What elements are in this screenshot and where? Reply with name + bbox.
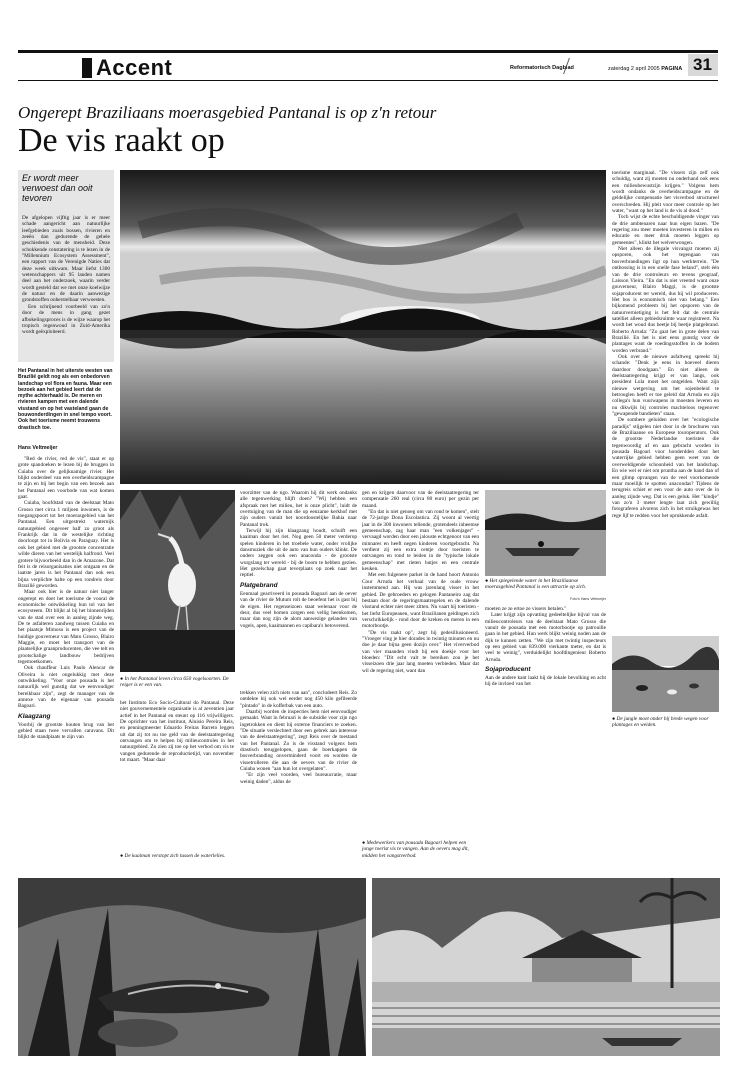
caption-bullet-icon: ● [485,578,489,584]
caiman-photo-drawing [18,878,366,1056]
body-paragraph: Maar ook hier is de natuur niet langer ongerept en doet het toerisme de vooral de economische ontwikkeling hun tol van het ecosysteem. Dit blijkt al bij het binnenrijden van de stad over een in aanleg zijnde weg. De te asfalteren zandweg tussen Cuiaba en het plaatsje Mimoso is een project van de huidige gouverneur van Mato Grosso, Blairo Maggie, en moet het transport van de plaatselijke graanproducenten, die vee telt en grootschalige landbouw bedrijven tegemoetkomen. [18,589,114,665]
kaaiman-caption [120,853,235,859]
body-paragraph: Voorbij de grootste houten brug van het gebied staan twee vervallen caravans. Dit blijkt de standplaats te zijn van [18,721,114,741]
body-paragraph: Ook over de nieuwe asfaltweg spreekt hij schande: "Denk je eens in hoeveel dieren daardoor doodgaan." En niet alleen de deelstaatregering krijgt er van langs, ook president Lula moet het ontgelden. Want zijn nieuwe wetgeving om het sojenbeleid te betrouglen heeft er toe geleid dat Arruda en zijn collega's hun vuurwapens in moesten leveren en nu dikwijls bij controles machteloos tegenover "gewapende bandieten" staan. [612,353,719,418]
body-paragraph: Later krijgt zijn opvatting gedeeltelijke bijval van de milieucontroleurs van de deelstaat Mato Grosso die vanuit de pousada met een motorbootje op patrouille gaan in het gebied. Hun werk blijkt weinig noden aan de dijk te kunnen zetten. "We zijn met twintig inspecteurs op een gebied van 839.000 vierkante meter, en dat is veel te weinig", verduidelijkt hoofdingenieur Roberto Arruda. [485,612,606,663]
boat-caption [485,578,606,591]
cattle-caption [612,716,719,729]
top-rule [18,50,718,53]
column-2 [120,700,234,875]
boat-photo [485,490,606,576]
caption-bullet-icon: ● [362,840,366,846]
photo-credit: Foto's Hans Veltmeijer [570,597,606,601]
pousada-photo [372,878,720,1056]
kaaiman-caption-text: De kaaiman verstopt zich tussen de waterlelies. [124,853,226,859]
body-paragraph: moeten ze ze ertoe ze vissers betalen." [485,606,567,612]
column-1 [18,456,114,876]
cattle-caption-text: De jungle moet onder bij brede wegen voor plantages en weiden. [612,716,709,729]
body-paragraph: "En dat is niet genoeg om van rond te komen", stelt de 72-jarige Dona Escolastica. Zij woont al veertig jaar in de 300 inwoners tellende, grotendeels inheemse gemeenschap, zag haar man "een volkenjager" - vervaagd worden door een jalouste echtgenoot van een minnares en heeft negen kinderen voortgebracht. Na verdient zij een extra centje door toeristen te ontvangen en rond te leiden in de "typische lokale gemeenschap" met rieten hutjes en een centrale keuken. [362,509,479,573]
column-6 [612,170,719,630]
visvangst-caption [362,840,479,859]
body-paragraph: trekken velen zich niets van aan", concludeert Reis. Zo ontdekte hij ook wel eerder nog 450 kilo gefileerde "pintado" in de kofferbak van een auto. [240,690,357,709]
byline: Hans Veltmeijer [18,445,58,451]
section-name: Accent [96,55,173,80]
body-paragraph: Ook chauffeur Luis Paulo Alencar de Oliveira is niet ongelukkig met deze ontwikkeling. "Voor onze pousada is het natuurlijk wel gunstig dat we eenvoudiger bereikbaar zijn", zegt de manager van de annexe van de eigenaar van pousada Bagoari. [18,665,114,710]
body-paragraph: gen en krijgen daarvoor van de deelstaatregering ter compensatie 260 real (circa 80 euro) per gezin per maand. [362,490,479,509]
kicker: Ongerept Braziliaans moerasgebied Pantanal is op z'n retour [18,103,437,122]
column-3-top [240,490,357,655]
visvangst-caption-text: Medewerkers van pousada Bagoari helpen een jonge toerist vis te vangen. Aan de oevers mag dit, midden het vangstverbod. [362,840,469,859]
sidebar-paragraph: Een schrijnend voorbeeld van zo'n door de mens in gang gezet afbokelingsproces is de wijze waarop het tropisch regenwoud in Zuid-Amerika wordt geëxploiteerd. [22,303,110,336]
caption-bullet-icon: ● [120,676,124,682]
landscape-photo [120,170,606,484]
date-text: zaterdag 2 april 2005 [608,66,660,72]
subheading: Klaagzang [18,712,51,720]
body-paragraph: "De vis raakt op", zegt hij gedesillusioneerd. "Vroeger ving je hier dorades in twintig minuten en nu doe je daar bijna geen dozijn over." Het viververbod van vier maanden vindt hij een doekje voor het bloeden: "Dit echt valt te bereiken zou je het visseizoen drie jaar lang moeten verbieden. Maar dat wil de regering niet, want dan [362,629,479,674]
subheading: Platgebrand [240,581,278,589]
body-paragraph: Cuiaba, hoofdstad van de deelstaat Mato Grosso met circa 1 miljoen inwoners, is de toegangspoort tot het moerasgebied van het Pantanal. Een uitgestrekt waternijk natuurgebied ongeveer half zo groot als Frankrijk dat in de westelijke richting doorloopt tot in Bolivia en Paraguay. Het is ook het gebied met de grootste concentratie wilde dieren van het westelijk halfrond. Veel grotere bijvoorbeeld dan in de Amazone. Dat feit is de reisorganisaties niet ontgaan en de laatste jaren is het Pantanal dan ook een bijna verplichte halte op een rondreis door Brazilië geworden. [18,500,114,589]
pousada-photo-drawing [372,878,720,1056]
column-4 [362,490,479,876]
body-paragraph: het Instituto Eco Socio-Cultural do Pantanal. Deze niet gouvernementele organisatie is al zeventien jaar actief in het Pantanal en steunt op 116 vrijwilligers. De oprichter van het instituut, Aluisio Pereira Reis, en penningmeester Eduardo Freitas Barreto leggen uit dat zij tot nu toe geld van de deelstaatregering ontvangen om te helpen bij milieucontroles in het natuurgebied. Zo zien zij toe op het verbod om vis te vangen gedurende de reproductietijd, van november tot maart. "Maar daar [120,700,234,764]
sidebar-body [22,215,110,336]
logo-flourish-icon [563,58,576,74]
body-paragraph: toerisme marginaal. "De vissers zijn zelf ook schuldig, want zij moeten nu onderhand ook eens een milieubewustzijn krijgen." Volgens hem wordt ondanks de overheidscampagne en de geldelijke compensatie het visverbod structureel overschreden. Hij pleit voor meer controle op het water, "want op het land is de vis al dood." [612,170,719,215]
sidebar-title: Er wordt meer verwoest dan ooit tevoren [22,173,93,203]
headline: De vis raakt op [18,122,225,159]
sidebar-paragraph: De afgelopen vijftig jaar is er meer schade aangericht aan natuurlijke leefgebieden zoals bossen, rivieren en zeeën dan gedurende de gehele geschiedenis van de mensheid. Deze schokkende constatering is te lezen in de "Millennium Ecosystem Assessment", een rapport van de Verenigde Naties dat deze week uitkwam. Maar liefst 1300 wetenschappers uit 95 landen namen deel aan het onderzoek, waarin verder wordt gesteld dat we met onze koelwijze de natuur en de daarin aanwezige grondstoffen onherstelbaar verwoesten. [22,215,110,304]
page-date [608,66,682,72]
caption-bullet-icon: ● [120,853,124,859]
heron-photo [120,490,235,672]
body-paragraph: Terwijl hij zijn klaagzang houdt, schuift een kaaiman door het riet. Nog geen 50 meter verderop spelen kinderen in het troebele water, onder vrolijke dansmuziek die uit de auto van hun ouders klinkt. De ouders zeggen ook een anaconda - de grootste wurgslang ter wereld - bij de boom te hebben gezien. Het gezelschap gaat teverplaats op zoek naar het reptiel. [240,528,357,579]
page-number: 31 [693,55,712,74]
boat-caption-text: Het spiegelende water in het Braziliaanse moerasgebied Pantanal is een attractie op zich. [485,578,587,591]
heron-caption [120,676,234,689]
intro: Het Pantanal in het uiterste westen van Brazilië geldt nog als een onbedorven landschap vol flora en fauna. Maar een bezoek aan het gebied leert dat de mythe achterhaald is. De meren en rivieren kampen met een dalende visstand en op het vasteland gaan de bouwonderdingen in snel tempo voort. Ook het toerisme neemt trouwens drastisch toe. [18,368,113,431]
body-paragraph: Toch wijst de echte beschuldigende vinger van de drie ambtenaren naar hun eigen bazen. "De regering zou meer moeten investeren in milieu en educatie en meer druk moeten leggen op gemeentes", klinkt het welverwongen. [612,214,719,246]
column-5 [485,606,606,876]
newspaper-logo: Reformatorisch Dagblad [510,65,574,71]
cattle-photo [612,636,719,712]
body-paragraph: "Er zijn veel voorden, veel bureaucratie, maar weinig daden", aldus de [240,772,357,785]
column-3 [240,690,357,850]
page-label: PAGINA [661,66,683,72]
body-paragraph: "Red de rivier, red de vis", staat er op grote spandoeken te lezen bij de bruggen in Cuiaba over de gelijknamige rivier. Het blijkt onderdeel van een overheidscampagne te zijn en bij het begin van een bezoek aan het Pantanal een voorbode van wat komen gaat. [18,456,114,501]
body-paragraph: Daarbij worden de inspecties hem niet eenvoudiger gemaakt. Want in februari is de subsidie voor zijn ngo ingetrokken en dient hij externe financiers te zoeken. "De situatie verslechtert door een gebrek aan interesse van de deelstaatregering", zegt Reis over de toestand van het Pantanal. Zo is de visstand volgens hem drastisch teruggelopen, gaan de boerkappen de bosverbranding onverminderd voort en worden de vissetrolleren die aan de oevers van de rivier de Cuiaba wonen "aan hun lot overgelaten". [240,709,357,773]
landscape-photo-drawing [120,170,606,484]
subheading: Sojaproducent [485,666,531,674]
cattle-photo-drawing [612,636,719,712]
body-paragraph: Eenmaal gearriveerd in pousada Bagoari aan de oever van de rivier de Mutum rolt de beoefent het is gast bij de eigen. Het regenseizoen staat welenaar voor de deur, dus veel bomen zorgen een vellig heenkomen, maar dan nog zijn de alom aanwezige gelanden van vogels, apen, kaaimannen en capibara's betoverend. [240,590,357,629]
caiman-photo [18,878,366,1056]
body-paragraph: voorzitter van de ngo. Waarom hij dit werk ondanks alle tegenwerking blijft doen? "Wij hebben een afspraak met het milieu, het is onze plicht", luidt de overtuiging van de man die op eenzame kerkhof met zijn ouders vanuit het noordoostelijke Bahia naar Pantanal trok. [240,490,357,528]
caption-bullet-icon: ● [612,716,616,722]
heron-caption-text: In het Pantanal leven circa 650 vogelsoorten. De reiger is er een van. [120,676,229,689]
boat-photo-drawing [485,490,606,576]
body-paragraph: Aan de andere kant laakt hij de lokale bevolking en acht hij de invloed van het [485,675,606,688]
heron-photo-drawing [120,490,235,672]
body-paragraph: Met een fulgenere parket in de hand hoort Antonio Cour Arruda het verhaal van de oude vrouw instemmend aan. Hij was jarenlang visser in het gebied. De gebroeders en gelogen Pantaneiro zag dat bestaan door de regeringsmaatregelen en de dalende visstand echter niet meer zitten. Nu vaart hij toeristen - het liefst Europeanen, want Brazilianen geldingen zich verschrikkelijk - rond door de kreken en meren in een motorbootje. [362,572,479,630]
section-marker-icon [82,58,92,78]
body-paragraph: De sombere geluiden over het "ecologische paradijs" stijgelen niet door in de brochures van de Braziliaanse en Europese touroperators. Ook de grootste Nederlandse toeristen die tegenwoordig af en aan gebracht worden in pousada Bagoari voor honderdden door het waterrijke gebied hebben geen weet van de overweldigende schoonheid van het landschap. En wie wel er niet om pruntha aan de hand dan of een glimp opvangen van de veel voorkomende maar moeilijk te spotten anacondas? Tijdens de terugreis schiet er een voor de auto over de in aanleg zijnde weg. Dat is een geluk. Het "kindje" van zo'n 3 meter lengte laat zich gewillig fotograferen alvorens zich in het struikgewas het rege lijf te redden voor het oprukkende asfalt. [612,417,719,519]
body-paragraph: Niet alleen de illegale visvangst moeten zij opsporen, ook het tegengaan van bosverbrandingen ligt op hun werkterrein. "De ontbossing is in een snelle fase beland", stelt één van de drie controleurs en tevens geograaf, Laisson Vieira. "En dat is niet vreemd want onze gouverneur, Blairo Maggi, is de grootste sojaproducent ter wereld, dus hij wil produceren. Het bos is economisch niet van belang." Een bijkomend probleem bij het opsporen van de natuurvernietiging is het feit dat de centrale satelliet alleen gebiedsruimte waar registreert. Na wordt het woud dus beetje bij beetje platgebrand. Roberto Arruda: "Zo gaat het in grote delen van Brazilië. En het is niet eens gunstig voor de plantages want de voedingsstoffen in de bodem worden verbrand." [612,246,719,354]
